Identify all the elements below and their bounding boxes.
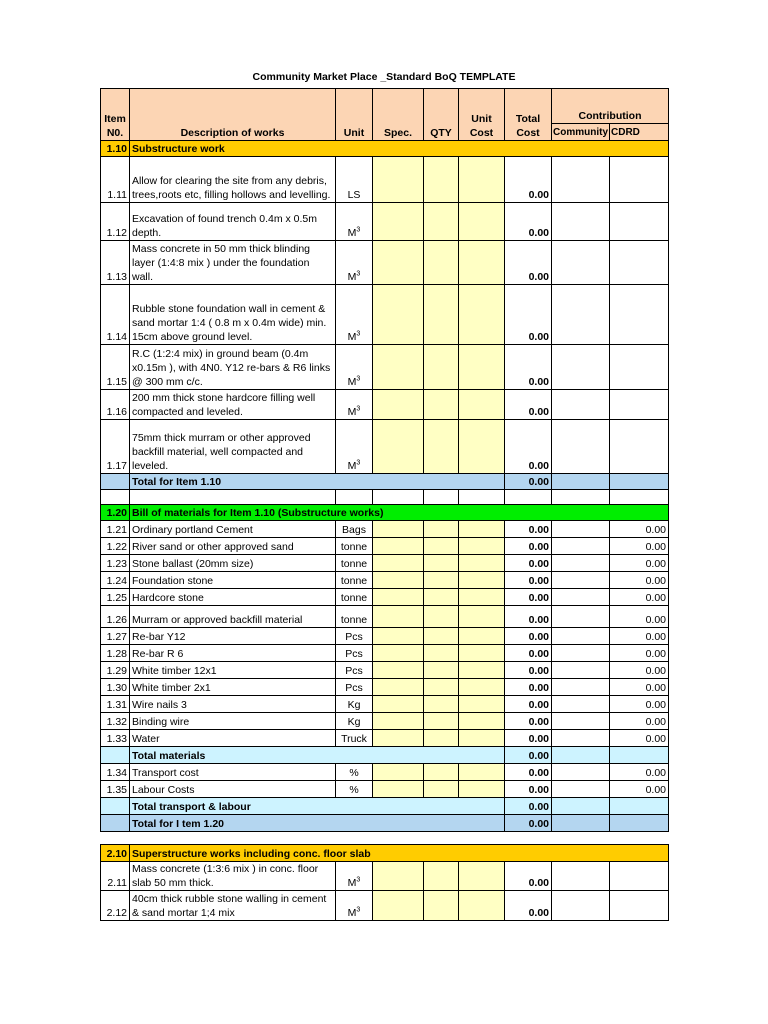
unit-cost-cell[interactable] [459,538,505,555]
row-total: 0.00 [505,390,552,420]
row-unit: $M^3$ [336,891,373,921]
row-unit: Kg [336,696,373,713]
cdrd-cell[interactable] [610,157,669,203]
total-row [101,815,669,832]
row-total: 0.00 [505,241,552,285]
community-cell[interactable] [552,538,610,555]
total-materials-row [101,747,669,764]
table-row [101,203,669,241]
table-row [101,241,669,285]
unit-cost-cell[interactable] [459,521,505,538]
row-item: 1.31 [101,696,130,713]
row-unit: tonne [336,538,373,555]
col-header-description: Description of works [130,89,336,141]
row-description: Wire nails 3 [130,696,336,713]
cdrd-cell: 0.00 [610,679,669,696]
row-unit: Kg [336,713,373,730]
spec-cell[interactable] [373,730,424,747]
row-unit: tonne [336,589,373,606]
community-cell[interactable] [552,606,610,628]
superscript-3: 3 [356,906,361,914]
spec-cell[interactable] [373,645,424,662]
total-label: Total for Item 1.10 [130,474,505,490]
unit-cost-cell[interactable] [459,345,505,390]
spec-cell[interactable] [373,862,424,891]
row-unit: Truck [336,730,373,747]
table-row [101,345,669,390]
gap-row [101,832,669,845]
row-unit: $M^3$ [336,420,373,474]
unit-cost-cell[interactable] [459,589,505,606]
row-item: 1.15 [101,345,130,390]
row-description: White timber 12x1 [130,662,336,679]
spec-cell[interactable] [373,203,424,241]
community-cell[interactable] [552,420,610,474]
spec-cell[interactable] [373,572,424,589]
community-cell[interactable] [552,862,610,891]
unit-cost-cell[interactable] [459,696,505,713]
superscript-3: 3 [356,405,361,413]
row-total: 0.00 [505,285,552,345]
row-total: 0.00 [505,203,552,241]
table-row [101,713,669,730]
row-description: Excavation of found trench 0.4m x 0.5m depth. [130,203,336,241]
col-header-spec: Spec. [373,89,424,141]
boq-table [100,88,669,921]
table-row [101,157,669,203]
row-total: 0.00 [505,679,552,696]
row-total: 0.00 [505,645,552,662]
unit-cost-cell[interactable] [459,628,505,645]
qty-cell[interactable] [424,891,459,921]
cdrd-cell: 0.00 [610,730,669,747]
row-item: 1.11 [101,157,130,203]
community-cell[interactable] [552,390,610,420]
community-cell[interactable] [552,345,610,390]
row-description: 200 mm thick stone hardcore filling well compacted and leveled. [130,390,336,420]
table-row [101,862,669,891]
row-total: 0.00 [505,157,552,203]
row-description: Ordinary portland Cement [130,521,336,538]
row-description: Stone ballast (20mm size) [130,555,336,572]
row-total: 0.00 [505,345,552,390]
qty-cell[interactable] [424,572,459,589]
unit-cost-cell[interactable] [459,555,505,572]
table-row [101,628,669,645]
cdrd-cell: 0.00 [610,696,669,713]
community-cell[interactable] [552,521,610,538]
cdrd-cell: 0.00 [610,713,669,730]
superscript-3: 3 [356,226,361,234]
row-item: 1.12 [101,203,130,241]
row-item: 1.29 [101,662,130,679]
table-row [101,589,669,606]
row-total: 0.00 [505,420,552,474]
row-description: 40cm thick rubble stone walling in cement & sand mortar 1;4 mix [130,891,336,921]
spec-cell[interactable] [373,781,424,798]
row-unit: Bags [336,521,373,538]
unit-cost-cell[interactable] [459,572,505,589]
row-item: 1.34 [101,764,130,781]
row-description: Re-bar Y12 [130,628,336,645]
row-total: 0.00 [505,862,552,891]
superscript-3: 3 [356,330,361,338]
community-cell[interactable] [552,781,610,798]
row-description: Foundation stone [130,572,336,589]
table-row [101,606,669,628]
unit-cost-cell[interactable] [459,730,505,747]
table-row [101,662,669,679]
cdrd-cell[interactable] [610,203,669,241]
row-total: 0.00 [505,781,552,798]
unit-cost-cell[interactable] [459,645,505,662]
row-item: 1.32 [101,713,130,730]
row-total: 0.00 [505,713,552,730]
row-total: 0.00 [505,764,552,781]
unit-cost-cell[interactable] [459,862,505,891]
row-description: Binding wire [130,713,336,730]
table-row [101,891,669,921]
table-row [101,390,669,420]
community-cell[interactable] [552,203,610,241]
section-item: 1.10 [101,141,130,157]
cdrd-cell: 0.00 [610,662,669,679]
row-unit: Pcs [336,645,373,662]
section-item: 1.20 [101,505,130,521]
unit-cost-cell[interactable] [459,203,505,241]
superscript-3: 3 [356,270,361,278]
cdrd-cell: 0.00 [610,628,669,645]
section-label: Substructure work [130,141,669,157]
row-unit: Pcs [336,662,373,679]
unit-cost-cell[interactable] [459,781,505,798]
qty-cell[interactable] [424,241,459,285]
row-description: Labour Costs [130,781,336,798]
community-cell[interactable] [552,662,610,679]
row-total: 0.00 [505,572,552,589]
cdrd-cell: 0.00 [610,764,669,781]
qty-cell[interactable] [424,521,459,538]
spec-cell[interactable] [373,390,424,420]
row-total: 0.00 [505,662,552,679]
row-item: 1.17 [101,420,130,474]
section-row [101,845,669,862]
row-total: 0.00 [505,696,552,713]
cdrd-cell[interactable] [610,345,669,390]
row-unit: $M^3$ [336,862,373,891]
row-description: Mass concrete in 50 mm thick blinding layer (1:4:8 mix ) under the foundation wall. [130,241,336,285]
row-unit: tonne [336,606,373,628]
spec-cell[interactable] [373,589,424,606]
row-item: 1.26 [101,606,130,628]
row-description: Re-bar R 6 [130,645,336,662]
col-header-qty: QTY [424,89,459,141]
qty-cell[interactable] [424,285,459,345]
community-cell[interactable] [552,589,610,606]
col-header-community: Community [552,124,610,141]
row-description: Water [130,730,336,747]
row-total: 0.00 [505,606,552,628]
total-value: 0.00 [505,474,552,490]
row-total: 0.00 [505,730,552,747]
spec-cell[interactable] [373,157,424,203]
spec-cell[interactable] [373,555,424,572]
table-row [101,679,669,696]
community-cell[interactable] [552,764,610,781]
row-unit: $M^3$ [336,203,373,241]
unit-cost-cell[interactable] [459,241,505,285]
qty-cell[interactable] [424,645,459,662]
qty-cell[interactable] [424,606,459,628]
community-cell[interactable] [552,696,610,713]
row-description: R.C (1:2:4 mix) in ground beam (0.4m x0.15m ), with 4N0. Y12 re-bars & R6 links @ 300 mm c/c. [130,345,336,390]
row-unit: tonne [336,572,373,589]
total-materials-label: Total materials [130,747,505,764]
qty-cell[interactable] [424,662,459,679]
row-unit: % [336,764,373,781]
row-unit: LS [336,157,373,203]
unit-cost-cell[interactable] [459,390,505,420]
row-total: 0.00 [505,891,552,921]
row-unit: $M^3$ [336,285,373,345]
row-item: 1.35 [101,781,130,798]
section-label: Bill of materials for Item 1.10 (Substructure works) [130,505,669,521]
table-row [101,572,669,589]
superscript-3: 3 [356,876,361,884]
section-row [101,505,669,521]
row-unit: $M^3$ [336,390,373,420]
qty-cell[interactable] [424,628,459,645]
total-transport-row [101,798,669,815]
cdrd-cell: 0.00 [610,606,669,628]
qty-cell[interactable] [424,420,459,474]
qty-cell[interactable] [424,538,459,555]
community-cell[interactable] [552,285,610,345]
row-item: 1.30 [101,679,130,696]
table-row [101,420,669,474]
community-cell[interactable] [552,645,610,662]
page-title: Community Market Place _Standard BoQ TEMPLATE [252,71,516,83]
unit-cost-cell[interactable] [459,662,505,679]
row-description: Mass concrete (1:3:6 mix ) in conc. floor slab 50 mm thick. [130,862,336,891]
row-total: 0.00 [505,589,552,606]
community-cell[interactable] [552,679,610,696]
row-item: 2.12 [101,891,130,921]
cdrd-cell[interactable] [610,420,669,474]
row-description: 75mm thick murram or other approved backfill material, well compacted and leveled. [130,420,336,474]
row-unit: Pcs [336,628,373,645]
cdrd-cell: 0.00 [610,538,669,555]
qty-cell[interactable] [424,203,459,241]
community-cell[interactable] [552,555,610,572]
blank-row [101,490,669,505]
row-total: 0.00 [505,628,552,645]
row-description: Murram or approved backfill material [130,606,336,628]
unit-cost-cell[interactable] [459,606,505,628]
row-item: 1.13 [101,241,130,285]
row-description: Hardcore stone [130,589,336,606]
col-header-unit-cost: Unit Cost [459,89,505,141]
section-item: 2.10 [101,845,130,862]
spec-cell[interactable] [373,662,424,679]
row-unit: $M^3$ [336,345,373,390]
total-materials-value: 0.00 [505,747,552,764]
row-total: 0.00 [505,521,552,538]
row-unit: tonne [336,555,373,572]
qty-cell[interactable] [424,157,459,203]
qty-cell[interactable] [424,730,459,747]
table-row [101,285,669,345]
spec-cell[interactable] [373,285,424,345]
qty-cell[interactable] [424,679,459,696]
col-header-contribution: Contribution [552,89,669,124]
unit-cost-cell[interactable] [459,679,505,696]
qty-cell[interactable] [424,555,459,572]
qty-cell[interactable] [424,713,459,730]
total-row [101,474,669,490]
row-unit: % [336,781,373,798]
row-item: 1.22 [101,538,130,555]
community-cell[interactable] [552,241,610,285]
row-total: 0.00 [505,538,552,555]
community-cell[interactable] [552,628,610,645]
qty-cell[interactable] [424,390,459,420]
cdrd-cell: 0.00 [610,781,669,798]
table-row [101,538,669,555]
spec-cell[interactable] [373,696,424,713]
spec-cell[interactable] [373,241,424,285]
spec-cell[interactable] [373,606,424,628]
qty-cell[interactable] [424,764,459,781]
unit-cost-cell[interactable] [459,285,505,345]
row-unit: $M^3$ [336,241,373,285]
community-cell[interactable] [552,157,610,203]
superscript-3: 3 [356,459,361,467]
total-value: 0.00 [505,815,552,832]
row-description: River sand or other approved sand [130,538,336,555]
spec-cell[interactable] [373,521,424,538]
row-item: 1.23 [101,555,130,572]
row-item: 1.33 [101,730,130,747]
section-label: Superstructure works including conc. floor slab [130,845,669,862]
qty-cell[interactable] [424,862,459,891]
cdrd-cell: 0.00 [610,521,669,538]
row-item: 1.16 [101,390,130,420]
qty-cell[interactable] [424,781,459,798]
community-cell[interactable] [552,572,610,589]
table-row [101,645,669,662]
spec-cell[interactable] [373,538,424,555]
row-item: 1.25 [101,589,130,606]
row-item: 1.28 [101,645,130,662]
cdrd-cell[interactable] [610,891,669,921]
total-label: Total for I tem 1.20 [130,815,505,832]
community-cell[interactable] [552,713,610,730]
spec-cell[interactable] [373,345,424,390]
row-description: Rubble stone foundation wall in cement & sand mortar 1:4 ( 0.8 m x 0.4m wide) min. 15cm above ground level. [130,285,336,345]
table-row [101,696,669,713]
table-row [101,781,669,798]
unit-cost-cell[interactable] [459,764,505,781]
row-item: 1.21 [101,521,130,538]
cdrd-cell: 0.00 [610,589,669,606]
unit-cost-cell[interactable] [459,157,505,203]
section-row [101,141,669,157]
spec-cell[interactable] [373,679,424,696]
cdrd-cell: 0.00 [610,555,669,572]
col-header-unit: Unit [336,89,373,141]
row-total: 0.00 [505,555,552,572]
total-transport-value: 0.00 [505,798,552,815]
row-item: 1.24 [101,572,130,589]
spec-cell[interactable] [373,764,424,781]
spec-cell[interactable] [373,420,424,474]
spec-cell[interactable] [373,628,424,645]
row-description: White timber 2x1 [130,679,336,696]
col-header-item: Item N0. [101,89,130,141]
row-unit: Pcs [336,679,373,696]
qty-cell[interactable] [424,345,459,390]
community-cell[interactable] [552,730,610,747]
table-row [101,555,669,572]
row-item: 1.27 [101,628,130,645]
row-description: Allow for clearing the site from any debris, trees,roots etc, filling hollows and levelling. [130,157,336,203]
community-cell[interactable] [552,891,610,921]
cdrd-cell[interactable] [610,390,669,420]
cdrd-cell: 0.00 [610,572,669,589]
superscript-3: 3 [356,375,361,383]
table-row [101,764,669,781]
spec-cell[interactable] [373,713,424,730]
unit-cost-cell[interactable] [459,891,505,921]
qty-cell[interactable] [424,589,459,606]
spec-cell[interactable] [373,891,424,921]
unit-cost-cell[interactable] [459,420,505,474]
qty-cell[interactable] [424,696,459,713]
cdrd-cell[interactable] [610,241,669,285]
unit-cost-cell[interactable] [459,713,505,730]
table-row [101,521,669,538]
cdrd-cell[interactable] [610,285,669,345]
cdrd-cell[interactable] [610,862,669,891]
total-transport-label: Total transport & labour [130,798,505,815]
col-header-total-cost: Total Cost [505,89,552,141]
col-header-cdrd: CDRD [610,124,669,141]
cdrd-cell: 0.00 [610,645,669,662]
table-row [101,730,669,747]
row-item: 2.11 [101,862,130,891]
row-description: Transport cost [130,764,336,781]
row-item: 1.14 [101,285,130,345]
